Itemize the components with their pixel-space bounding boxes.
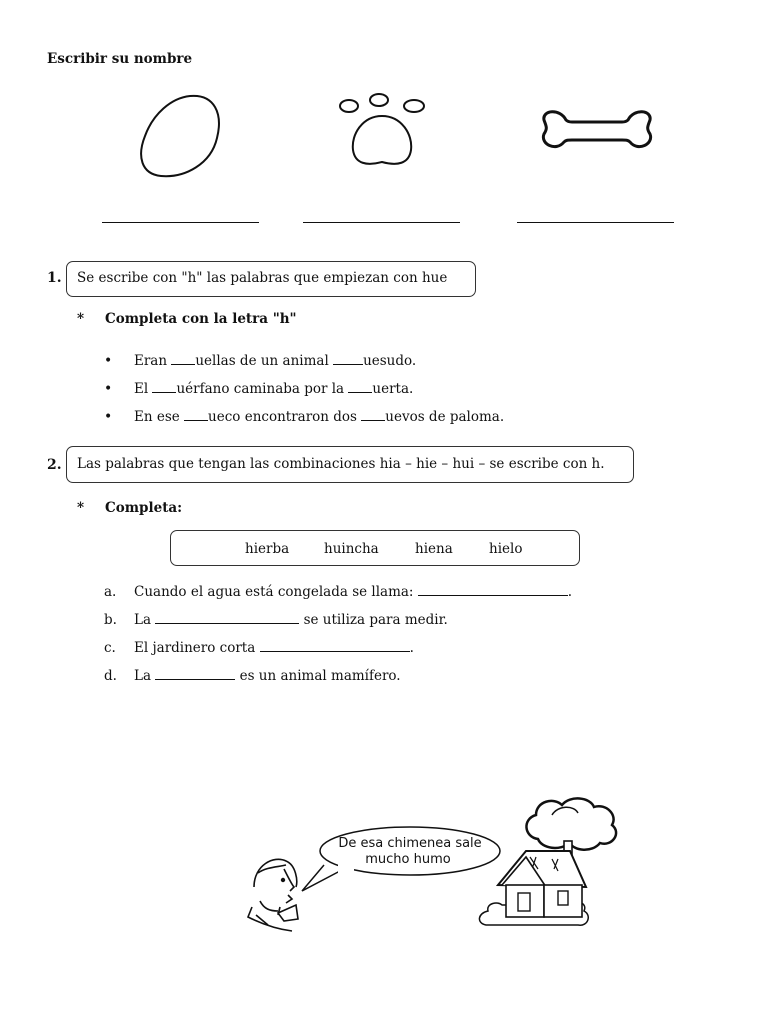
bullet: • xyxy=(104,381,113,397)
rule-text: Las palabras que tengan las combinaciones hia – hie – hui – se escribe con h. xyxy=(77,456,605,472)
list-item: d. La es un animal mamífero. xyxy=(104,668,401,684)
name-line-2[interactable] xyxy=(303,222,460,223)
instruction: Completa con la letra "h" xyxy=(105,311,297,327)
answer-blank[interactable] xyxy=(361,409,385,421)
bullet: • xyxy=(104,409,113,425)
answer-blank[interactable] xyxy=(155,668,235,680)
list-item: a. Cuando el agua está congelada se llama: . xyxy=(104,584,573,600)
answer-blank[interactable] xyxy=(171,353,195,365)
bone-icon xyxy=(538,106,656,158)
list-item: c. El jardinero corta . xyxy=(104,640,414,656)
answer-blank[interactable] xyxy=(260,640,410,652)
word-bank-word: hierba xyxy=(245,541,290,557)
list-item: • Eran uellas de un animal uesudo. xyxy=(104,353,417,369)
marker: * xyxy=(77,311,85,327)
word-bank xyxy=(170,530,580,566)
answer-blank[interactable] xyxy=(418,584,568,596)
bullet: • xyxy=(104,353,113,369)
name-line-1[interactable] xyxy=(102,222,259,223)
section-number: 1. xyxy=(47,270,62,286)
word-bank-word: hiena xyxy=(415,541,453,557)
speech-text-line-1: De esa chimenea sale xyxy=(338,836,482,851)
person-icon xyxy=(248,859,298,931)
list-item: b. La se utiliza para medir. xyxy=(104,612,448,628)
section-number: 2. xyxy=(47,457,62,473)
page-title: Escribir su nombre xyxy=(47,51,193,67)
answer-blank[interactable] xyxy=(152,381,176,393)
item-letter: a. xyxy=(104,584,117,600)
egg-icon xyxy=(135,92,225,182)
name-line-3[interactable] xyxy=(517,222,674,223)
rule-box xyxy=(66,446,634,483)
answer-blank[interactable] xyxy=(348,381,372,393)
illustration xyxy=(240,795,630,940)
speech-text-line-2: mucho humo xyxy=(365,852,451,867)
word-bank-word: hielo xyxy=(489,541,523,557)
word-bank-word: huincha xyxy=(324,541,379,557)
answer-blank[interactable] xyxy=(184,409,208,421)
item-letter: b. xyxy=(104,612,117,628)
rule-box xyxy=(66,261,476,297)
list-item: • El uérfano caminaba por la uerta. xyxy=(104,381,414,397)
item-letter: c. xyxy=(104,640,116,656)
answer-blank[interactable] xyxy=(333,353,363,365)
marker: * xyxy=(77,500,85,516)
instruction: Completa: xyxy=(105,500,183,516)
list-item: • En ese ueco encontraron dos uevos de paloma. xyxy=(104,409,505,425)
paw-icon xyxy=(335,90,430,170)
speech-bubble xyxy=(302,827,500,891)
answer-blank[interactable] xyxy=(155,612,299,624)
rule-text: Se escribe con "h" las palabras que empiezan con hue xyxy=(77,270,448,286)
item-letter: d. xyxy=(104,668,117,684)
